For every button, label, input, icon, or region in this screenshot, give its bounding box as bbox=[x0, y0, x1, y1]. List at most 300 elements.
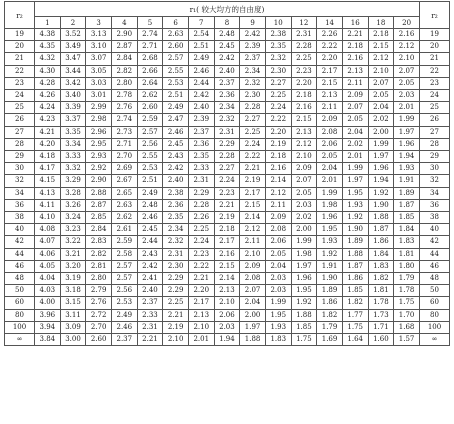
table-cell: 3.39 bbox=[60, 102, 86, 114]
table-cell: 3.10 bbox=[86, 41, 112, 53]
table-cell: 3.28 bbox=[60, 187, 86, 199]
row-label-right: ∞ bbox=[420, 334, 450, 346]
table-cell: 2.82 bbox=[86, 248, 112, 260]
table-cell: 2.76 bbox=[111, 102, 137, 114]
row-label-right: 44 bbox=[420, 248, 450, 260]
table-cell: 2.18 bbox=[368, 29, 394, 41]
table-cell: 2.06 bbox=[317, 138, 343, 150]
table-cell: 1.97 bbox=[291, 260, 317, 272]
table-cell: 2.88 bbox=[86, 187, 112, 199]
table-cell: 2.54 bbox=[188, 29, 214, 41]
table-cell: 1.98 bbox=[291, 248, 317, 260]
table-cell: 2.46 bbox=[137, 212, 163, 224]
table-cell: 2.32 bbox=[163, 236, 189, 248]
table-cell: 2.37 bbox=[137, 297, 163, 309]
row-label-right: 19 bbox=[420, 29, 450, 41]
table-cell: 2.35 bbox=[265, 41, 291, 53]
table-cell: 2.06 bbox=[214, 309, 240, 321]
table-cell: 2.18 bbox=[291, 90, 317, 102]
table-cell: 4.32 bbox=[35, 53, 61, 65]
table-cell: 1.96 bbox=[291, 273, 317, 285]
table-cell: 2.49 bbox=[188, 53, 214, 65]
table-cell: 2.27 bbox=[265, 77, 291, 89]
table-cell: 2.68 bbox=[137, 53, 163, 65]
table-cell: 4.10 bbox=[35, 212, 61, 224]
table-cell: 2.19 bbox=[163, 321, 189, 333]
table-cell: 1.68 bbox=[394, 321, 420, 333]
row-label-left: 28 bbox=[5, 138, 35, 150]
table-cell: 2.05 bbox=[394, 77, 420, 89]
table-cell: 2.99 bbox=[86, 102, 112, 114]
table-cell: 2.08 bbox=[240, 273, 266, 285]
table-cell: 2.32 bbox=[240, 77, 266, 89]
row-label-left: 32 bbox=[5, 175, 35, 187]
table-cell: 1.96 bbox=[317, 212, 343, 224]
table-cell: 2.45 bbox=[163, 138, 189, 150]
table-cell: 2.00 bbox=[291, 224, 317, 236]
table-cell: 4.00 bbox=[35, 297, 61, 309]
table-cell: 1.87 bbox=[342, 260, 368, 272]
table-cell: 2.24 bbox=[240, 138, 266, 150]
table-cell: 2.29 bbox=[163, 285, 189, 297]
table-cell: 1.97 bbox=[240, 321, 266, 333]
table-cell: 2.80 bbox=[111, 77, 137, 89]
table-cell: 2.12 bbox=[368, 53, 394, 65]
table-cell: 1.92 bbox=[368, 187, 394, 199]
table-cell: 2.15 bbox=[214, 260, 240, 272]
table-cell: 4.35 bbox=[35, 41, 61, 53]
row-label-left: 26 bbox=[5, 114, 35, 126]
table-cell: 2.38 bbox=[163, 187, 189, 199]
table-cell: 1.75 bbox=[342, 321, 368, 333]
row-label-left: 27 bbox=[5, 126, 35, 138]
column-header: 6 bbox=[163, 17, 189, 29]
table-cell: 2.80 bbox=[86, 273, 112, 285]
table-cell: 4.05 bbox=[35, 260, 61, 272]
table-row bbox=[5, 90, 450, 102]
table-cell: 1.75 bbox=[291, 334, 317, 346]
table-cell: 2.44 bbox=[137, 236, 163, 248]
table-cell: 3.52 bbox=[60, 29, 86, 41]
row-label-right: 34 bbox=[420, 187, 450, 199]
table-cell: 1.94 bbox=[368, 175, 394, 187]
table-cell: 2.64 bbox=[137, 77, 163, 89]
table-cell: 1.90 bbox=[342, 224, 368, 236]
header-r1-title: r₁( 较大均方的自由度) bbox=[35, 2, 420, 17]
table-cell: 1.99 bbox=[265, 297, 291, 309]
table-cell: 1.84 bbox=[368, 248, 394, 260]
table-cell: 1.89 bbox=[317, 285, 343, 297]
row-label-right: 50 bbox=[420, 285, 450, 297]
row-label-left: 24 bbox=[5, 90, 35, 102]
table-cell: 1.83 bbox=[394, 236, 420, 248]
table-cell: 2.39 bbox=[240, 41, 266, 53]
table-cell: 2.43 bbox=[137, 248, 163, 260]
table-cell: 3.84 bbox=[35, 334, 61, 346]
row-label-left: 44 bbox=[5, 248, 35, 260]
table-cell: 1.82 bbox=[317, 309, 343, 321]
table-cell: 4.11 bbox=[35, 199, 61, 211]
column-header: 9 bbox=[240, 17, 266, 29]
table-cell: 2.45 bbox=[214, 41, 240, 53]
table-row bbox=[5, 248, 450, 260]
table-cell: 2.16 bbox=[291, 102, 317, 114]
table-cell: 2.17 bbox=[240, 187, 266, 199]
table-cell: 2.56 bbox=[111, 285, 137, 297]
table-cell: 1.85 bbox=[291, 321, 317, 333]
table-cell: 2.87 bbox=[111, 41, 137, 53]
table-cell: 2.09 bbox=[240, 260, 266, 272]
table-cell: 3.03 bbox=[86, 77, 112, 89]
table-cell: 2.72 bbox=[86, 309, 112, 321]
table-cell: 2.09 bbox=[342, 90, 368, 102]
table-cell: 2.87 bbox=[86, 199, 112, 211]
table-cell: 2.35 bbox=[163, 212, 189, 224]
table-cell: 1.87 bbox=[368, 224, 394, 236]
table-cell: 2.05 bbox=[317, 151, 343, 163]
table-cell: 1.95 bbox=[317, 224, 343, 236]
table-cell: 2.30 bbox=[265, 65, 291, 77]
column-header: 8 bbox=[214, 17, 240, 29]
row-label-left: 38 bbox=[5, 212, 35, 224]
table-cell: 1.99 bbox=[317, 187, 343, 199]
table-cell: 2.28 bbox=[188, 199, 214, 211]
table-cell: 2.70 bbox=[111, 151, 137, 163]
row-label-right: 42 bbox=[420, 236, 450, 248]
table-cell: 2.51 bbox=[188, 41, 214, 53]
table-row bbox=[5, 199, 450, 211]
table-cell: 1.78 bbox=[368, 297, 394, 309]
row-label-left: 29 bbox=[5, 151, 35, 163]
table-cell: 1.97 bbox=[342, 175, 368, 187]
row-label-right: 30 bbox=[420, 163, 450, 175]
table-body bbox=[5, 29, 450, 346]
table-cell: 1.80 bbox=[394, 260, 420, 272]
table-cell: 2.23 bbox=[291, 65, 317, 77]
table-cell: 2.35 bbox=[188, 151, 214, 163]
row-label-left: 40 bbox=[5, 224, 35, 236]
table-cell: 1.94 bbox=[214, 334, 240, 346]
table-cell: 3.19 bbox=[60, 273, 86, 285]
row-label-left: 23 bbox=[5, 77, 35, 89]
table-cell: 3.40 bbox=[60, 90, 86, 102]
table-row bbox=[5, 41, 450, 53]
table-cell: 1.93 bbox=[265, 321, 291, 333]
table-cell: 2.41 bbox=[137, 273, 163, 285]
row-label-right: 26 bbox=[420, 114, 450, 126]
table-cell: 2.21 bbox=[342, 29, 368, 41]
table-cell: 2.47 bbox=[163, 114, 189, 126]
table-cell: 2.12 bbox=[291, 138, 317, 150]
row-label-left: 21 bbox=[5, 53, 35, 65]
row-label-right: 27 bbox=[420, 126, 450, 138]
table-cell: 3.09 bbox=[60, 321, 86, 333]
table-cell: 1.79 bbox=[394, 273, 420, 285]
table-cell: 1.81 bbox=[368, 285, 394, 297]
row-label-right: 29 bbox=[420, 151, 450, 163]
table-cell: 2.10 bbox=[291, 151, 317, 163]
header-r2-left: r₂ bbox=[5, 2, 35, 29]
table-cell: 2.46 bbox=[111, 321, 137, 333]
table-cell: 1.93 bbox=[342, 199, 368, 211]
row-label-left: 46 bbox=[5, 260, 35, 272]
table-cell: 2.10 bbox=[188, 321, 214, 333]
table-cell: 2.61 bbox=[111, 224, 137, 236]
table-cell: 2.13 bbox=[214, 285, 240, 297]
table-cell: 3.11 bbox=[60, 309, 86, 321]
table-cell: 2.31 bbox=[291, 29, 317, 41]
table-cell: 2.10 bbox=[368, 65, 394, 77]
table-cell: 2.92 bbox=[86, 163, 112, 175]
row-label-right: 60 bbox=[420, 297, 450, 309]
table-cell: 4.30 bbox=[35, 65, 61, 77]
table-cell: 3.42 bbox=[60, 77, 86, 89]
table-cell: 2.22 bbox=[240, 151, 266, 163]
table-cell: 2.17 bbox=[317, 65, 343, 77]
table-cell: 3.44 bbox=[60, 65, 86, 77]
table-cell: 2.04 bbox=[240, 297, 266, 309]
table-cell: 2.19 bbox=[265, 138, 291, 150]
table-cell: 1.99 bbox=[394, 114, 420, 126]
table-row bbox=[5, 273, 450, 285]
table-cell: 2.11 bbox=[317, 102, 343, 114]
table-row bbox=[5, 65, 450, 77]
column-header: 5 bbox=[137, 17, 163, 29]
table-cell: 2.76 bbox=[86, 297, 112, 309]
table-cell: 2.17 bbox=[214, 236, 240, 248]
table-cell: 2.21 bbox=[240, 163, 266, 175]
table-cell: 4.28 bbox=[35, 77, 61, 89]
table-cell: 2.30 bbox=[163, 260, 189, 272]
table-cell: 1.86 bbox=[342, 273, 368, 285]
row-label-left: 50 bbox=[5, 285, 35, 297]
table-cell: 2.07 bbox=[240, 285, 266, 297]
table-cell: 2.29 bbox=[188, 187, 214, 199]
table-cell: 3.47 bbox=[60, 53, 86, 65]
table-cell: 1.98 bbox=[317, 199, 343, 211]
table-cell: 2.51 bbox=[163, 90, 189, 102]
table-cell: 2.20 bbox=[188, 285, 214, 297]
table-cell: 1.88 bbox=[342, 248, 368, 260]
table-cell: 2.65 bbox=[111, 187, 137, 199]
table-cell: 2.74 bbox=[137, 29, 163, 41]
table-cell: 1.99 bbox=[342, 163, 368, 175]
table-cell: 4.38 bbox=[35, 29, 61, 41]
table-cell: 1.95 bbox=[342, 187, 368, 199]
column-header: 16 bbox=[342, 17, 368, 29]
table-cell: 4.26 bbox=[35, 90, 61, 102]
table-cell: 2.04 bbox=[368, 102, 394, 114]
table-cell: 2.20 bbox=[291, 77, 317, 89]
table-cell: 3.33 bbox=[60, 151, 86, 163]
table-cell: 2.74 bbox=[111, 114, 137, 126]
table-cell: 1.77 bbox=[342, 309, 368, 321]
table-cell: 2.17 bbox=[188, 297, 214, 309]
table-cell: 1.96 bbox=[394, 138, 420, 150]
table-cell: 2.79 bbox=[86, 285, 112, 297]
table-cell: 2.53 bbox=[111, 297, 137, 309]
table-cell: 2.27 bbox=[214, 163, 240, 175]
table-row bbox=[5, 138, 450, 150]
table-cell: 2.43 bbox=[163, 151, 189, 163]
table-cell: 2.96 bbox=[86, 126, 112, 138]
table-cell: 2.03 bbox=[214, 321, 240, 333]
table-row bbox=[5, 224, 450, 236]
table-cell: 2.48 bbox=[214, 29, 240, 41]
table-cell: 1.88 bbox=[368, 212, 394, 224]
table-row bbox=[5, 126, 450, 138]
row-label-right: 21 bbox=[420, 53, 450, 65]
table-cell: 1.83 bbox=[368, 260, 394, 272]
table-cell: 2.42 bbox=[137, 260, 163, 272]
table-cell: 2.10 bbox=[214, 297, 240, 309]
table-cell: 1.57 bbox=[394, 334, 420, 346]
table-cell: 1.92 bbox=[342, 212, 368, 224]
table-cell: 2.46 bbox=[188, 65, 214, 77]
header-row-top bbox=[5, 2, 450, 17]
table-cell: 3.07 bbox=[86, 53, 112, 65]
table-cell: 2.85 bbox=[86, 212, 112, 224]
table-row bbox=[5, 236, 450, 248]
table-cell: 4.23 bbox=[35, 114, 61, 126]
table-cell: 2.63 bbox=[163, 29, 189, 41]
table-cell: 2.59 bbox=[137, 114, 163, 126]
table-cell: 2.15 bbox=[291, 114, 317, 126]
table-cell: 2.19 bbox=[214, 212, 240, 224]
row-label-right: 40 bbox=[420, 224, 450, 236]
table-cell: 2.36 bbox=[163, 199, 189, 211]
table-cell: 2.10 bbox=[394, 53, 420, 65]
table-cell: 2.44 bbox=[188, 77, 214, 89]
table-cell: 2.24 bbox=[188, 236, 214, 248]
table-cell: 2.13 bbox=[291, 126, 317, 138]
table-cell: 2.28 bbox=[240, 102, 266, 114]
table-cell: 2.31 bbox=[163, 248, 189, 260]
table-cell: 2.36 bbox=[188, 138, 214, 150]
table-cell: 2.33 bbox=[137, 309, 163, 321]
table-cell: 2.18 bbox=[342, 41, 368, 53]
table-cell: 3.35 bbox=[60, 126, 86, 138]
table-cell: 2.57 bbox=[163, 53, 189, 65]
table-cell: 3.21 bbox=[60, 248, 86, 260]
table-row bbox=[5, 212, 450, 224]
table-cell: 3.13 bbox=[86, 29, 112, 41]
table-cell: 2.56 bbox=[137, 138, 163, 150]
table-cell: 2.49 bbox=[163, 102, 189, 114]
table-cell: 3.05 bbox=[86, 65, 112, 77]
table-cell: 2.49 bbox=[137, 187, 163, 199]
table-cell: 2.16 bbox=[214, 248, 240, 260]
table-cell: 2.60 bbox=[163, 41, 189, 53]
table-cell: 4.08 bbox=[35, 224, 61, 236]
table-cell: 2.07 bbox=[394, 65, 420, 77]
column-header: 14 bbox=[317, 17, 343, 29]
row-label-right: 28 bbox=[420, 138, 450, 150]
table-row bbox=[5, 175, 450, 187]
table-cell: 2.82 bbox=[111, 65, 137, 77]
table-cell: 1.79 bbox=[317, 321, 343, 333]
table-cell: 4.17 bbox=[35, 163, 61, 175]
table-cell: 1.60 bbox=[368, 334, 394, 346]
row-label-left: 25 bbox=[5, 102, 35, 114]
table-cell: 2.57 bbox=[111, 273, 137, 285]
table-cell: 2.07 bbox=[291, 175, 317, 187]
table-cell: 4.20 bbox=[35, 138, 61, 150]
table-cell: 2.23 bbox=[214, 187, 240, 199]
table-cell: 2.23 bbox=[188, 248, 214, 260]
table-cell: 2.08 bbox=[317, 126, 343, 138]
table-cell: 4.18 bbox=[35, 151, 61, 163]
table-cell: 2.19 bbox=[240, 175, 266, 187]
f-distribution-table bbox=[4, 1, 450, 346]
table-cell: 2.12 bbox=[240, 224, 266, 236]
table-cell: 1.93 bbox=[317, 236, 343, 248]
table-cell: 2.21 bbox=[214, 199, 240, 211]
table-cell: 2.84 bbox=[111, 53, 137, 65]
table-row bbox=[5, 151, 450, 163]
table-cell: 2.22 bbox=[188, 260, 214, 272]
table-cell: 2.28 bbox=[214, 151, 240, 163]
table-cell: 1.70 bbox=[394, 309, 420, 321]
column-header: 10 bbox=[265, 17, 291, 29]
table-cell: 2.78 bbox=[111, 90, 137, 102]
table-cell: 2.11 bbox=[265, 199, 291, 211]
table-cell: 2.02 bbox=[291, 212, 317, 224]
table-cell: 1.92 bbox=[317, 248, 343, 260]
table-cell: 2.60 bbox=[86, 334, 112, 346]
table-cell: 2.37 bbox=[240, 53, 266, 65]
table-cell: 2.95 bbox=[86, 138, 112, 150]
table-row bbox=[5, 114, 450, 126]
table-cell: 2.57 bbox=[137, 126, 163, 138]
table-cell: 2.25 bbox=[291, 53, 317, 65]
table-cell: 1.88 bbox=[240, 334, 266, 346]
table-cell: 1.92 bbox=[291, 297, 317, 309]
table-cell: 2.16 bbox=[394, 29, 420, 41]
table-cell: 2.32 bbox=[265, 53, 291, 65]
table-cell: 2.22 bbox=[265, 114, 291, 126]
row-label-left: 80 bbox=[5, 309, 35, 321]
table-cell: 2.29 bbox=[214, 138, 240, 150]
table-cell: 2.69 bbox=[111, 163, 137, 175]
table-cell: 2.11 bbox=[240, 236, 266, 248]
table-cell: 2.34 bbox=[240, 65, 266, 77]
table-cell: 2.31 bbox=[137, 321, 163, 333]
row-label-right: 22 bbox=[420, 65, 450, 77]
row-label-left: 60 bbox=[5, 297, 35, 309]
table-cell: 4.15 bbox=[35, 175, 61, 187]
table-cell: 2.01 bbox=[317, 175, 343, 187]
table-cell: 1.83 bbox=[265, 334, 291, 346]
table-row bbox=[5, 53, 450, 65]
table-cell: 2.10 bbox=[163, 334, 189, 346]
table-cell: 2.93 bbox=[86, 151, 112, 163]
table-cell: 2.58 bbox=[111, 248, 137, 260]
table-cell: 1.81 bbox=[394, 248, 420, 260]
table-cell: 1.71 bbox=[368, 321, 394, 333]
table-cell: 4.13 bbox=[35, 187, 61, 199]
table-cell: 3.01 bbox=[86, 90, 112, 102]
table-cell: 2.16 bbox=[265, 163, 291, 175]
table-cell: 2.84 bbox=[86, 224, 112, 236]
table-cell: 3.22 bbox=[60, 236, 86, 248]
table-cell: 2.13 bbox=[188, 309, 214, 321]
table-cell: 2.40 bbox=[163, 175, 189, 187]
table-cell: 2.51 bbox=[137, 175, 163, 187]
column-header: 3 bbox=[86, 17, 112, 29]
table-row bbox=[5, 309, 450, 321]
table-cell: 2.67 bbox=[111, 175, 137, 187]
